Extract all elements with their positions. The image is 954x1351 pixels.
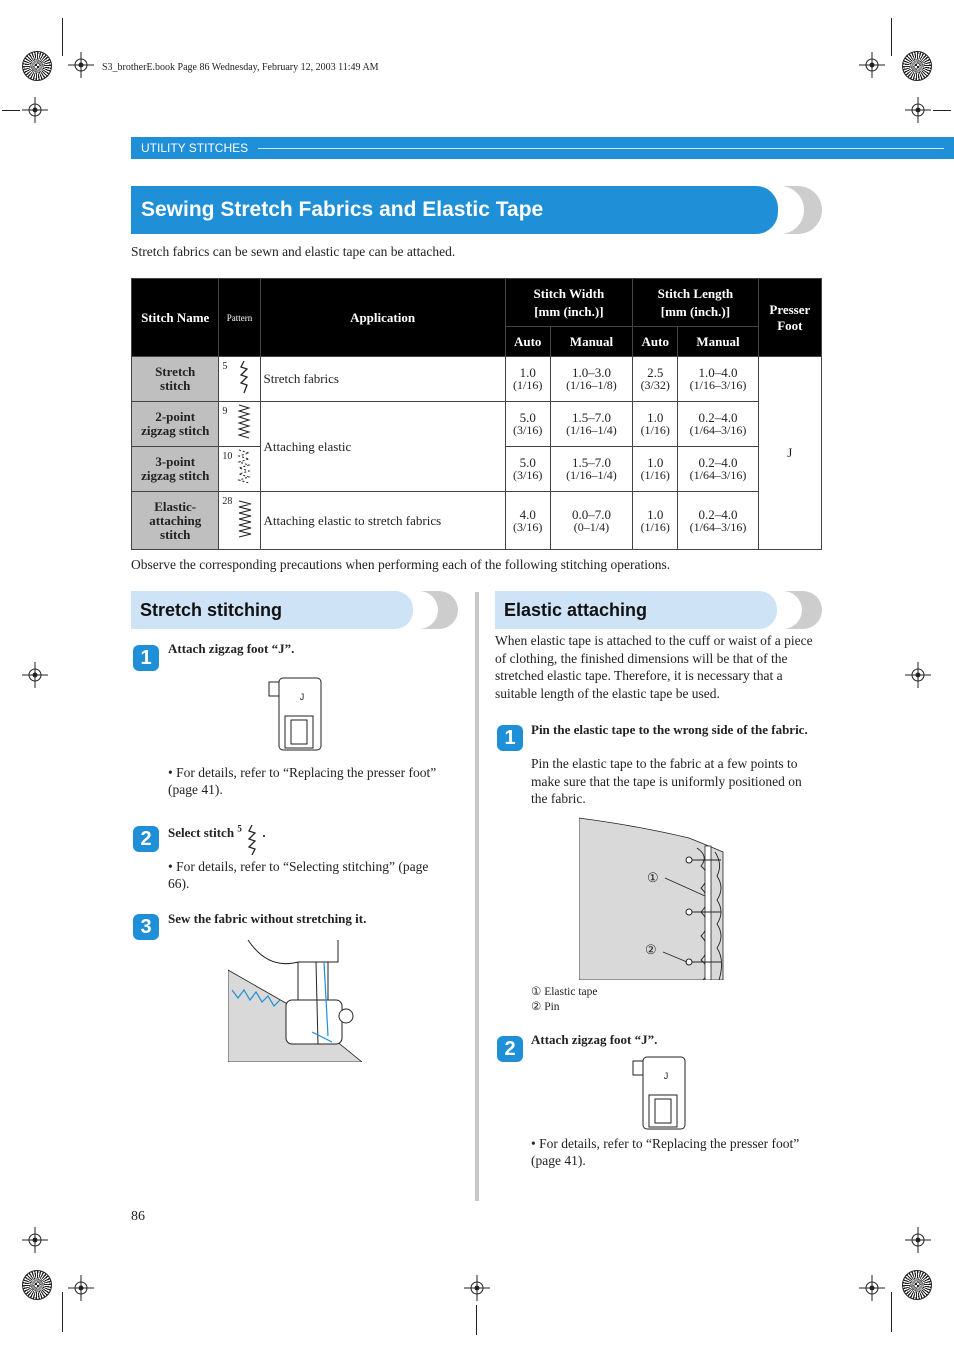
length-auto <box>633 447 678 492</box>
width-auto <box>505 447 550 492</box>
table-row <box>132 402 822 447</box>
step-title: Sew the fabric without stretching it. <box>168 911 367 926</box>
presser-foot-value: J <box>758 357 821 550</box>
value: 4.0 <box>519 506 536 522</box>
value: 0.0–7.0 <box>571 506 611 522</box>
step-number: 2 <box>133 826 159 852</box>
value: 1.0 <box>647 410 664 425</box>
registration-rosette <box>902 51 932 81</box>
observe-text: Observe the corresponding precautions when performing each of the following stitching operations. <box>131 557 671 572</box>
value: 1.0 <box>647 506 664 522</box>
stitch-name: 2-point zigzag stitch <box>132 402 219 447</box>
value-inch: (3/16) <box>513 468 543 482</box>
step-number: 3 <box>133 914 159 940</box>
value-inch: (1/16) <box>640 519 670 534</box>
crosshair-icon <box>22 97 48 123</box>
crosshair-icon <box>68 52 94 78</box>
registration-rosette <box>22 1270 52 1300</box>
width-auto <box>505 402 550 447</box>
figure-legend <box>531 985 598 1015</box>
value: 2.5 <box>647 365 664 380</box>
th-auto: Auto <box>633 327 678 357</box>
legend-label: Pin <box>544 1001 560 1013</box>
elastic-pin-illustration <box>579 816 731 980</box>
section-band <box>131 137 954 159</box>
value: 0.2–4.0 <box>698 455 738 470</box>
pattern-number: 28 <box>222 496 233 507</box>
section-label: UTILITY STITCHES <box>141 141 249 155</box>
registration-rosette <box>22 51 52 81</box>
callout-1: ① <box>647 870 659 885</box>
pattern-cell <box>219 357 260 402</box>
zigzag-2pt-icon <box>236 403 252 441</box>
step-number: 1 <box>133 645 159 671</box>
table-row <box>132 357 822 402</box>
th-stitch-name: Stitch Name <box>132 279 219 357</box>
crosshair-icon <box>68 1275 94 1301</box>
length-auto <box>633 492 678 550</box>
bullet-dot: • <box>168 859 177 874</box>
value: 0.2–4.0 <box>698 506 738 522</box>
page-title: Sewing Stretch Fabrics and Elastic Tape <box>131 186 778 234</box>
th-auto: Auto <box>505 327 550 357</box>
value: 1.0 <box>647 455 664 470</box>
legend-label: Elastic tape <box>544 986 598 998</box>
th-presser-foot: Presser Foot <box>758 279 821 357</box>
width-manual <box>550 357 632 402</box>
value-inch: (0–1/4) <box>573 519 610 534</box>
th-stitch-length: Stitch Length [mm (inch.)] <box>633 279 759 327</box>
stitch-table-wrap <box>131 278 822 550</box>
foot-letter: J <box>663 1071 669 1081</box>
step-number: 1 <box>497 725 523 751</box>
value: 1.0 <box>519 365 536 380</box>
bullet-text: For details, refer to “Replacing the presser foot” (page 41). <box>531 1136 800 1168</box>
application: Attaching elastic <box>260 402 505 492</box>
application: Stretch fabrics <box>260 357 505 402</box>
bullet-text: For details, refer to “Replacing the presser foot” (page 41). <box>168 765 437 797</box>
intro-text: Stretch fabrics can be sewn and elastic tape can be attached. <box>131 244 456 259</box>
th-manual: Manual <box>550 327 632 357</box>
step-title: Attach zigzag foot “J”. <box>531 1032 658 1047</box>
length-manual <box>678 447 758 492</box>
pattern-number: 9 <box>222 406 228 417</box>
sewing-illustration <box>228 940 362 1062</box>
stretch-heading: Stretch stitching <box>131 591 413 629</box>
value: 0.2–4.0 <box>698 410 738 425</box>
value: 1.0–4.0 <box>698 365 738 380</box>
step-bullet <box>168 764 448 798</box>
file-info: S3_brotherE.book Page 86 Wednesday, February 12, 2003 11:49 AM <box>102 62 379 73</box>
value-inch: (3/16) <box>513 423 543 437</box>
stretch-stitch-icon <box>245 823 259 857</box>
zigzag-3pt-icon <box>236 448 252 486</box>
pattern-cell <box>219 492 260 550</box>
elastic-intro: When elastic tape is attached to the cuff or waist of a piece of clothing, the finished dimensions will be that of the stretched elastic tape. Therefore, it is necessary that a suitable length of the elastic tape be used. <box>495 633 813 701</box>
value-inch: (1/64–3/16) <box>689 423 747 437</box>
step-title <box>168 823 266 857</box>
crosshair-icon <box>859 52 885 78</box>
pattern-number: 5 <box>222 361 228 372</box>
value-inch: (1/16) <box>513 378 543 392</box>
pattern-cell <box>219 447 260 492</box>
step-title-text: Select stitch <box>168 825 235 840</box>
legend-item <box>531 1000 598 1015</box>
value-inch: (1/16–1/8) <box>566 378 617 392</box>
value: 5.0 <box>519 455 536 470</box>
crosshair-icon <box>905 97 931 123</box>
application: Attaching elastic to stretch fabrics <box>260 492 505 550</box>
value-inch: (3/32) <box>640 378 670 392</box>
crosshair-icon <box>905 1227 931 1253</box>
zigzag-foot-j-icon <box>629 1055 689 1131</box>
stitch-name: 3-point zigzag stitch <box>132 447 219 492</box>
th-pattern: Pattern <box>219 279 260 357</box>
step-number: 2 <box>497 1036 523 1062</box>
value-inch: (1/16–3/16) <box>689 378 747 392</box>
step-bullet <box>531 1135 821 1169</box>
step-title: Pin the elastic tape to the wrong side of the fabric. <box>531 722 808 737</box>
step-body: Pin the elastic tape to the fabric at a few points to make sure that the tape is uniformly positioned on the fabric. <box>531 756 802 806</box>
crosshair-icon <box>464 1275 490 1301</box>
value: 1.5–7.0 <box>571 455 611 470</box>
width-manual <box>550 492 632 550</box>
zigzag-foot-j-icon <box>265 676 325 752</box>
crosshair-icon <box>22 1227 48 1253</box>
pattern-number: 10 <box>222 451 233 462</box>
step-title: Attach zigzag foot “J”. <box>168 641 295 656</box>
page-number: 86 <box>131 1209 145 1224</box>
bullet-text: For details, refer to “Selecting stitching” (page 66). <box>168 859 429 891</box>
length-auto <box>633 402 678 447</box>
stitch-name: Stretch stitch <box>132 357 219 402</box>
length-manual <box>678 492 758 550</box>
crosshair-icon <box>22 662 48 688</box>
foot-letter: J <box>299 692 305 702</box>
period: . <box>262 825 266 840</box>
bullet-dot: • <box>168 765 177 780</box>
width-auto <box>505 357 550 402</box>
value-inch: (1/16) <box>640 423 670 437</box>
value-inch: (1/16–1/4) <box>566 468 617 482</box>
crosshair-icon <box>859 1275 885 1301</box>
stretch-stitch-icon <box>237 359 251 395</box>
value: 1.5–7.0 <box>571 410 611 425</box>
legend-mark: ② <box>531 1001 542 1013</box>
stitch-number: 5 <box>237 823 242 834</box>
band-rule <box>258 148 944 149</box>
value: 5.0 <box>519 410 536 425</box>
value-inch: (3/16) <box>513 519 543 534</box>
legend-mark: ① <box>531 986 542 998</box>
th-manual: Manual <box>678 327 758 357</box>
th-application: Application <box>260 279 505 357</box>
value-inch: (1/64–3/16) <box>689 468 747 482</box>
width-manual <box>550 447 632 492</box>
column-divider <box>475 592 479 1201</box>
step-bullet <box>168 858 448 892</box>
elastic-stitch-icon <box>236 497 254 541</box>
stitch-name: Elastic- attaching stitch <box>132 492 219 550</box>
value-inch: (1/16) <box>640 468 670 482</box>
width-auto <box>505 492 550 550</box>
bullet-dot: • <box>531 1136 540 1151</box>
length-manual <box>678 357 758 402</box>
legend-item <box>531 985 598 1000</box>
length-auto <box>633 357 678 402</box>
length-manual <box>678 402 758 447</box>
th-stitch-width: Stitch Width [mm (inch.)] <box>505 279 633 327</box>
registration-rosette <box>902 1270 932 1300</box>
value: 1.0–3.0 <box>571 365 611 380</box>
value-inch: (1/64–3/16) <box>689 519 747 534</box>
width-manual <box>550 402 632 447</box>
callout-2: ② <box>645 942 657 957</box>
pattern-cell <box>219 402 260 447</box>
value-inch: (1/16–1/4) <box>566 423 617 437</box>
elastic-heading: Elastic attaching <box>495 591 777 629</box>
stitch-table <box>131 278 822 550</box>
table-row <box>132 492 822 550</box>
crosshair-icon <box>905 662 931 688</box>
